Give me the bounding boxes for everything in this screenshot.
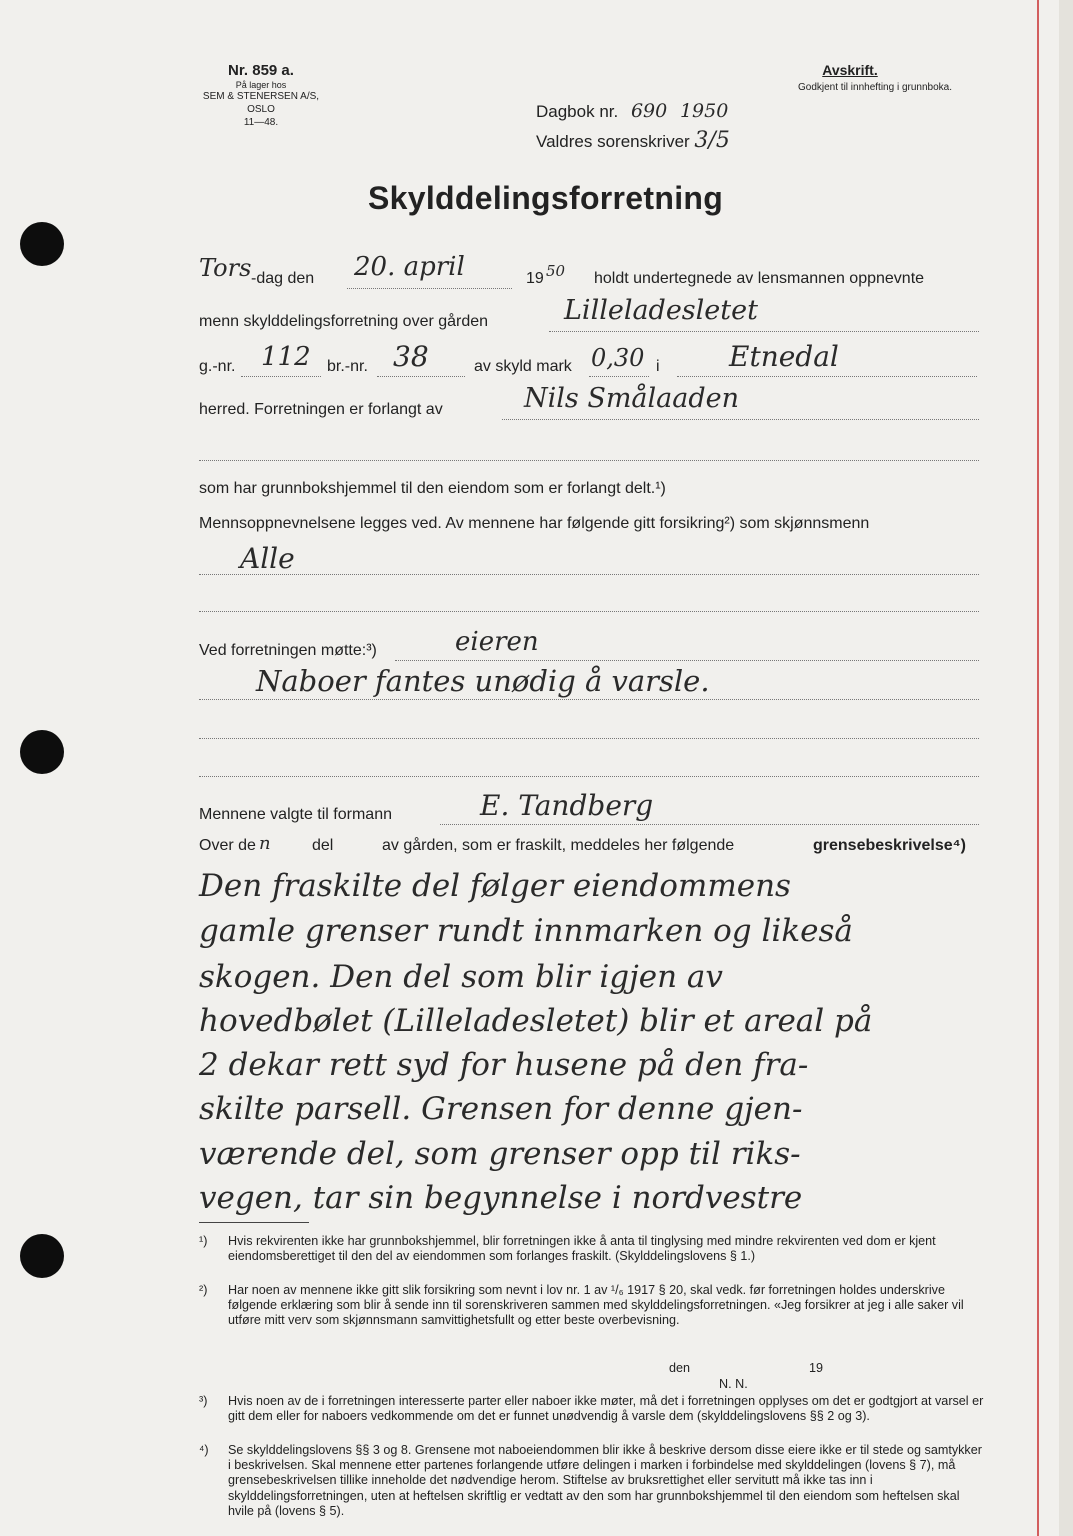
description-line: 2 dekar rett syd for husene på den fra- [199, 1047, 809, 1083]
office-name: Valdres sorenskriver [536, 132, 690, 151]
dagbok-line [536, 100, 728, 122]
form-line-farm [199, 295, 979, 335]
skyld-value: 0,30 [591, 344, 645, 372]
blank-line [199, 460, 979, 461]
herred-label: herred. Forretningen er forlangt av [199, 401, 443, 418]
print-date: 11—48. [243, 117, 279, 128]
footnote-2 [199, 1283, 989, 1361]
form-line-date [199, 252, 979, 292]
dagbok-number: 690 [630, 100, 668, 122]
footnote-text: Hvis rekvirenten ikke har grunnbokshjemmel, blir forretningen ikke å anta til tinglysing med mindre rekvirenten ved dom er kjent eiendomsberettiget til den del av eiendommen som forlanges fraskilt. (Skylddelingslovens § 1.) [228, 1234, 936, 1264]
margin-rule [1037, 0, 1039, 1536]
publisher: SEM & STENERSEN A/S, OSLO [202, 91, 320, 115]
bnr-label: br.-nr. [327, 358, 368, 375]
footnote-text: Se skylddelingslovens §§ 3 og 8. Grensene mot naboeiendommen blir ikke å beskrive dersom disse eiere ikke er til stede og samtykker i beskrivelsen. Skal mennene etter partenes forlangende utføre delingen i marken i forbindelse med skylddelingen (lovens § 7), må grensebeskrivelsen tillike inneholde det nødvendige herom. Stiftelse av bruksrettighet eller servitutt må ikke tas inn i skylddelingsforretningen, uten at heftelsen skriftlig er vedtatt av den som har grunnbokshjemmel til den eiendom som heftelsen skal hvile på (lovens § 5). [228, 1443, 982, 1518]
punch-hole [20, 222, 64, 266]
form-line-gnr [199, 340, 979, 380]
gnr-value: 112 [261, 342, 311, 372]
form-number: Nr. 859 a. [228, 62, 294, 79]
footnote-number: ³) [199, 1394, 208, 1408]
punch-hole [20, 1234, 64, 1278]
date-hand: 20. april [354, 252, 465, 282]
paper-edge [1059, 0, 1073, 1536]
mote-label: Ved forretningen møtte:³) [199, 642, 377, 659]
punch-hole [20, 730, 64, 774]
over-label-c: av gården, som er fraskilt, meddeles her følgende [382, 837, 735, 854]
document-title: Skylddelingsforretning [368, 180, 724, 216]
description-line: værende del, som grenser opp til riks- [199, 1136, 801, 1172]
footnote-1 [199, 1234, 989, 1284]
requester-name: Nils Smålaaden [524, 383, 740, 414]
farm-name: Lilleladesletet [564, 295, 758, 326]
footnote-number: ¹) [199, 1234, 208, 1248]
footnote-rule [199, 1222, 309, 1223]
form-line-requester [199, 383, 979, 423]
footnote-number: ⁴) [199, 1443, 209, 1457]
office-line [536, 128, 730, 153]
mennsoppnevnelse-text: Mennsoppnevnelsene legges ved. Av mennene har følgende gitt forsikring²) som skjønnsmenn [199, 515, 870, 532]
footnote-4 [199, 1443, 989, 1523]
nn-label: N. N. [719, 1377, 748, 1391]
footnote-3 [199, 1394, 989, 1444]
over-hand: n [259, 833, 271, 854]
weekday-suffix: -dag den [251, 270, 315, 287]
den-label: den [669, 1361, 691, 1375]
formann-hand: E. Tandberg [480, 789, 654, 822]
year-prefix: 19 [526, 270, 544, 287]
description-line: gamle grenser rundt innmarken og likeså [199, 913, 853, 949]
description-line: skilte parsell. Grensen for denne gjen- [199, 1091, 803, 1127]
skyld-label: av skyld mark [474, 358, 572, 375]
dagbok-year: 1950 [679, 100, 729, 122]
grunnbok-text: som har grunnbokshjemmel til den eiendom som er forlangt delt.¹) [199, 480, 666, 497]
description-line: vegen, tar sin begynnelse i nordvestre [199, 1180, 803, 1216]
office-date: 3/5 [694, 128, 730, 153]
forsikring-hand: Alle [240, 542, 295, 575]
copy-label: Avskrift. [822, 62, 878, 78]
form-header [196, 62, 326, 129]
footnote-2-date [199, 1361, 989, 1391]
farm-label: menn skylddelingsforretning over gården [199, 313, 489, 330]
line1-rest: holdt undertegnede av lensmannen oppnevnte [594, 270, 925, 287]
formann-label: Mennene valgte til formann [199, 806, 392, 823]
grense-label: grensebeskrivelse⁴) [813, 837, 966, 854]
footnote-text: Har noen av mennene ikke gitt slik forsikring som nevnt i lov nr. 1 av ¹/₆ 1917 § 20, skal vedk. før forretningen holdes underskrive følgende erklæring som blir å sende inn til sorenskriveren sammen med skylddelingsforretningen. «Jeg forsikrer at jeg i alle saker vil utføre mitt verv som skjønnsmann samvittighetsfullt og etter beste overbevisning. [228, 1283, 964, 1328]
footnote-text: Hvis noen av de i forretningen interesserte parter eller naboer ikke møter, må det i forretningen opplyses om det er godtgjort at varsel er gitt dem eller for naboers vedkommende om det er funnet unødvendig å varsle dem (skylddelingslovens §§ 2 og 3). [228, 1394, 984, 1424]
stock-line: På lager hos [235, 80, 287, 90]
dagbok-label: Dagbok nr. [536, 102, 619, 121]
description-line: skogen. Den del som blir igjen av [199, 959, 723, 995]
approval-text: Godkjent til innhefting i grunnboka. [798, 82, 952, 93]
mote-hand: eieren [455, 627, 539, 657]
bnr-value: 38 [393, 340, 429, 373]
over-label-a: Over de [199, 837, 256, 854]
year-label: 19 [809, 1361, 824, 1375]
footnote-number: ²) [199, 1283, 208, 1297]
gnr-label: g.-nr. [199, 358, 236, 375]
over-line [199, 833, 989, 861]
copy-stamp [760, 62, 990, 93]
municipality: Etnedal [729, 340, 839, 373]
description-line: hovedbølet (Lilleladesletet) blir et areal på [199, 1003, 873, 1039]
year-hand: 50 [546, 262, 566, 280]
weekday-hand: Tors [199, 254, 252, 282]
over-label-b: del [312, 837, 334, 854]
i-label: i [656, 358, 660, 375]
description-line: Den fraskilte del følger eiendommens [199, 868, 791, 904]
naboer-hand: Naboer fantes unødig å varsle. [256, 664, 710, 698]
